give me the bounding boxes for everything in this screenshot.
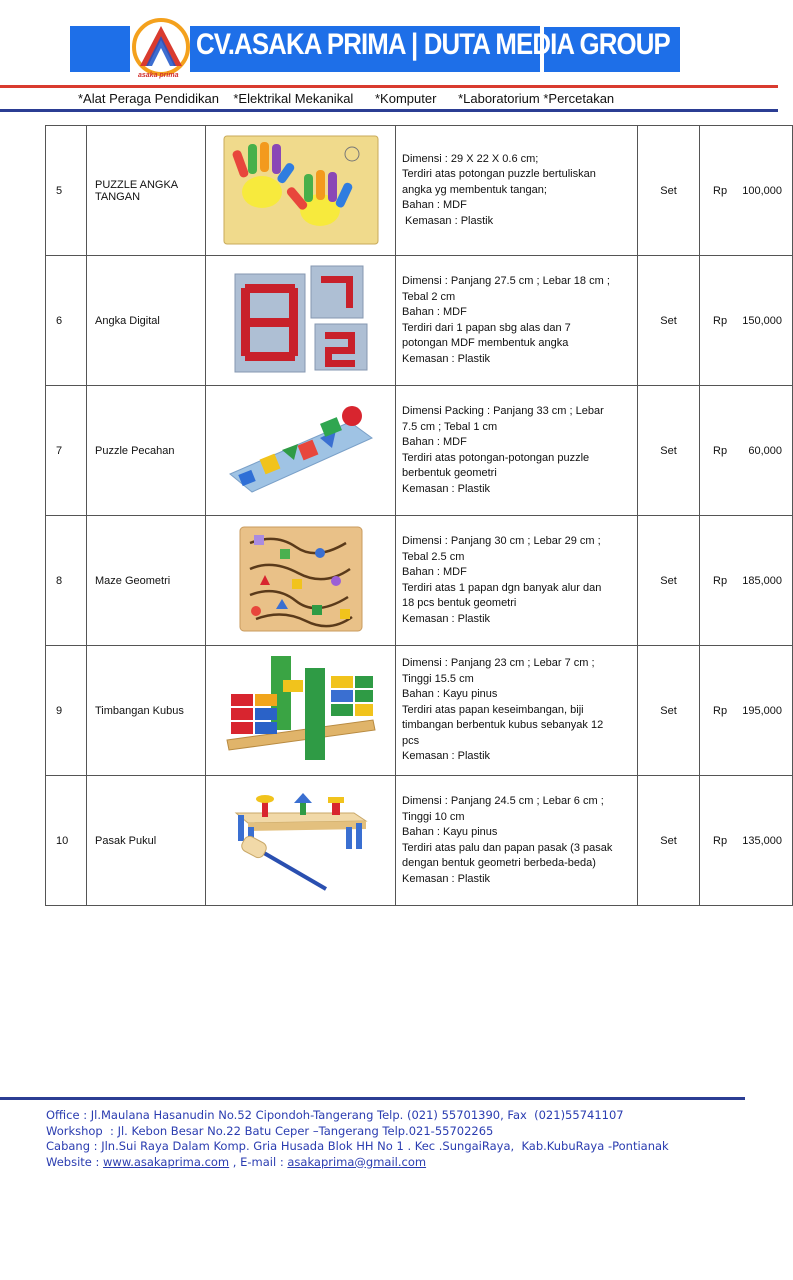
table-row bbox=[46, 646, 793, 776]
item-name: Puzzle Pecahan bbox=[87, 386, 206, 516]
table-row bbox=[46, 386, 793, 516]
branch-address: Cabang : Jln.Sui Raya Dalam Komp. Gria Husada Blok HH No 1 . Kec .SungaiRaya, Kab.KubuRaya -Pontianak bbox=[46, 1139, 669, 1153]
website-label: Website : bbox=[46, 1154, 104, 1169]
item-price: 195,000 bbox=[742, 704, 782, 717]
company-logo-icon bbox=[132, 18, 190, 76]
item-description: Dimensi : 29 X 22 X 0.6 cm; Terdiri atas potongan puzzle bertuliskan angka yg membentuk tangan; Bahan : MDF Kemasan : Plastik bbox=[396, 126, 638, 256]
currency-label: Rp bbox=[713, 834, 728, 847]
item-price: 60,000 bbox=[748, 444, 782, 457]
peg-hammer-image bbox=[228, 783, 373, 895]
item-description: Dimensi : Panjang 23 cm ; Lebar 7 cm ; Tinggi 15.5 cm Bahan : Kayu pinus Terdiri atas papan keseimbangan, biji timbangan berbentuk kubus sebanyak 12 pcs Kemasan : Plastik bbox=[396, 646, 638, 776]
item-price-cell bbox=[700, 126, 793, 256]
table-row bbox=[46, 256, 793, 386]
item-number: 5 bbox=[46, 126, 87, 256]
item-description: Dimensi Packing : Panjang 33 cm ; Lebar 7.5 cm ; Tebal 1 cm Bahan : MDF Terdiri atas potongan-potongan puzzle berbentuk geometri Kemasan : Plastik bbox=[396, 386, 638, 516]
table-row bbox=[46, 776, 793, 906]
item-unit: Set bbox=[638, 256, 700, 386]
footer-rule bbox=[0, 1097, 745, 1100]
item-image-cell bbox=[206, 516, 396, 646]
item-price-cell bbox=[700, 386, 793, 516]
item-price: 150,000 bbox=[742, 314, 782, 327]
item-name: Angka Digital bbox=[87, 256, 206, 386]
currency-label: Rp bbox=[713, 184, 728, 197]
product-table bbox=[45, 125, 793, 906]
item-description: Dimensi : Panjang 27.5 cm ; Lebar 18 cm ; Tebal 2 cm Bahan : MDF Terdiri dari 1 papan sbg alas dan 7 potongan MDF membentuk angka Kemasan : Plastik bbox=[396, 256, 638, 386]
letterhead bbox=[0, 0, 778, 120]
item-number: 8 bbox=[46, 516, 87, 646]
item-number: 9 bbox=[46, 646, 87, 776]
item-price-cell bbox=[700, 776, 793, 906]
item-image-cell bbox=[206, 776, 396, 906]
item-number: 10 bbox=[46, 776, 87, 906]
geometry-maze-image bbox=[236, 523, 366, 635]
item-name: Maze Geometri bbox=[87, 516, 206, 646]
item-price: 135,000 bbox=[742, 834, 782, 847]
table-row bbox=[46, 516, 793, 646]
item-name: Pasak Pukul bbox=[87, 776, 206, 906]
item-description: Dimensi : Panjang 30 cm ; Lebar 29 cm ; Tebal 2.5 cm Bahan : MDF Terdiri atas 1 papan dgn banyak alur dan 18 pcs bentuk geometri Kemasan : Plastik bbox=[396, 516, 638, 646]
office-address: Office : Jl.Maulana Hasanudin No.52 Cipondoh-Tangerang Telp. (021) 55701390, Fax (021)55741107 bbox=[46, 1108, 624, 1122]
item-unit: Set bbox=[638, 386, 700, 516]
item-number: 7 bbox=[46, 386, 87, 516]
email-link[interactable]: asakaprima@gmail.com bbox=[287, 1154, 427, 1169]
currency-label: Rp bbox=[713, 444, 728, 457]
header-red-rule bbox=[0, 85, 778, 88]
workshop-address: Workshop : Jl. Kebon Besar No.22 Batu Ceper –Tangerang Telp.021-55702265 bbox=[46, 1123, 494, 1138]
company-name: CV.ASAKA PRIMA | DUTA MEDIA GROUP bbox=[196, 28, 670, 61]
service-tagline: *Alat Peraga Pendidikan *Elektrikal Mekanikal *Komputer *Laboratorium *Percetakan bbox=[78, 91, 615, 106]
item-number: 6 bbox=[46, 256, 87, 386]
website-link[interactable]: www.asakaprima.com bbox=[103, 1154, 230, 1169]
item-name: PUZZLE ANGKA TANGAN bbox=[87, 126, 206, 256]
item-image-cell bbox=[206, 646, 396, 776]
header-blue-rule bbox=[0, 109, 778, 112]
item-unit: Set bbox=[638, 516, 700, 646]
item-unit: Set bbox=[638, 126, 700, 256]
digital-number-image bbox=[231, 262, 371, 377]
table-row bbox=[46, 126, 793, 256]
footer-contact bbox=[46, 1108, 669, 1170]
item-name: Timbangan Kubus bbox=[87, 646, 206, 776]
web-contact bbox=[46, 1155, 669, 1171]
currency-label: Rp bbox=[713, 574, 728, 587]
cube-balance-image bbox=[223, 650, 379, 768]
item-unit: Set bbox=[638, 646, 700, 776]
item-price: 100,000 bbox=[742, 184, 782, 197]
item-image-cell bbox=[206, 126, 396, 256]
item-price: 185,000 bbox=[742, 574, 782, 587]
item-price-cell bbox=[700, 256, 793, 386]
item-unit: Set bbox=[638, 776, 700, 906]
item-image-cell bbox=[206, 256, 396, 386]
logo-caption: asaka prima bbox=[138, 72, 179, 79]
item-description: Dimensi : Panjang 24.5 cm ; Lebar 6 cm ; Tinggi 10 cm Bahan : Kayu pinus Terdiri atas palu dan papan pasak (3 pasak dengan bentuk geometri berbeda-beda) Kemasan : Plastik bbox=[396, 776, 638, 906]
fraction-puzzle-image bbox=[226, 394, 376, 504]
currency-label: Rp bbox=[713, 704, 728, 717]
hand-puzzle-image bbox=[222, 132, 380, 247]
header-blue-bar-left bbox=[70, 26, 130, 72]
currency-label: Rp bbox=[713, 314, 728, 327]
item-price-cell bbox=[700, 516, 793, 646]
email-label: , E-mail : bbox=[229, 1154, 288, 1169]
item-price-cell bbox=[700, 646, 793, 776]
item-image-cell bbox=[206, 386, 396, 516]
